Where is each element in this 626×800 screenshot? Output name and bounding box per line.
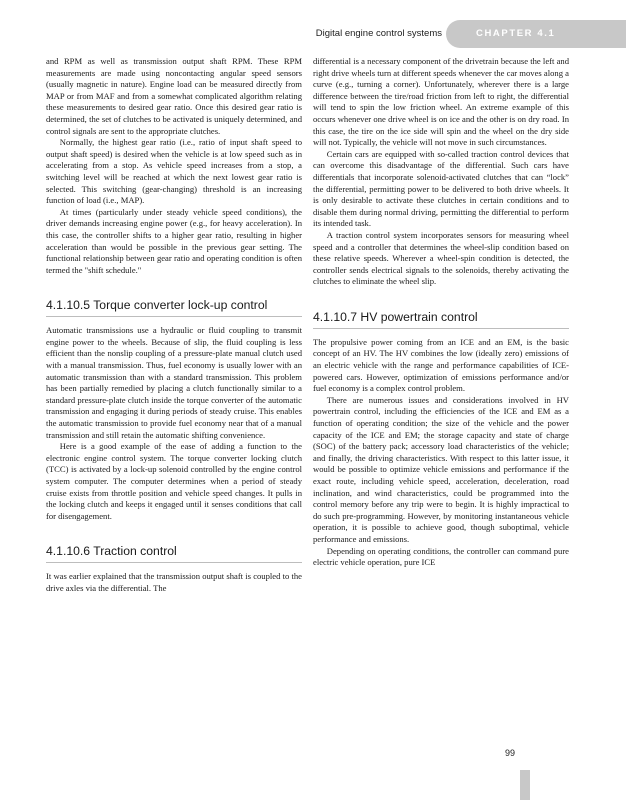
page-number: 99: [505, 748, 516, 758]
paragraph: Certain cars are equipped with so-called traction control devices that can overcome this disadvantage of the differential. Such cars have differentials that incorporate solenoid-activated clutches that can “lock” the differential, permitting power to be delivered to both drive wheels. It is only desirable to activate these clutches in certain conditions and to disable them during normal driving, permitting the differential to perform its intended task.: [313, 148, 569, 229]
paragraph: There are numerous issues and considerations involved in HV powertrain control, including the efficiencies of the ICE and EM as a function of operating condition; the size of the vehicle and the power capacity of the ICE and EM; the storage capacity and state of charge (SOC) of the battery pack; accessory load characteristics of the vehicle; and finally, the driving characteristics. With respect to this latter issue, it would be possible to optimize vehicle emissions and performance if the exact route, including vehicle speed, acceleration, deceleration, road inclination, and wind characteristics, could be programmed into the control memory before any trip were to begin. It is highly impractical to do such pre-programming. However, by monitoring instantaneous vehicle operation, it is possible to achieve good, though suboptimal, vehicle performance and emissions.: [313, 394, 569, 544]
right-column: [313, 56, 569, 569]
running-header-title: Digital engine control systems: [315, 28, 442, 39]
paragraph: It was earlier explained that the transmission output shaft is coupled to the drive axles via the differential. The: [46, 571, 302, 593]
paragraph: Depending on operating conditions, the controller can command pure electric vehicle operation, pure ICE: [313, 545, 569, 568]
paragraph: and RPM as well as transmission output shaft RPM. These RPM measurements are made using noncontacting angular speed sensors (usually magnetic in nature). Engine load can be measured directly from MAP or from MAF and from a somewhat complicated algorithm relating these measurements to desired gear ratio. Once this desired gear ratio is determined, the set of clutches to be activated is uniquely determined, and control signals are sent to the appropriate clutches.: [46, 56, 302, 136]
paragraph: differential is a necessary component of the drivetrain because the left and right drive wheels turn at different speeds whenever the car moves along a curve (e.g., turning a corner). Unfortunately, wherever there is a large difference between the tire/road friction from left to right, the differential will tend to spin the low friction wheel. An extreme example of this occurs whenever one drive wheel is on ice and the other is on dry road. In this case, the tire on the ice side will spin and the wheel on the dry side will not. Typically, the vehicle will not move in such circumstances.: [313, 56, 569, 148]
section-heading-hv-powertrain: 4.1.10.7 HV powertrain control: [313, 310, 569, 329]
paragraph: At times (particularly under steady vehicle speed conditions), the driver demands increasing engine power (e.g., for heavy acceleration). In this case, the controller shifts to a higher gear ratio, resulting in higher acceleration than would be possible in the previous gear setting. The functional relationship between gear ratio and operating condition is often termed the "shift schedule.": [46, 206, 302, 275]
paragraph: Automatic transmissions use a hydraulic or fluid coupling to transmit engine power to the wheels. Because of slip, the fluid coupling is less efficient than the nonslip coupling of a pressure-plate manual clutch used with a manual transmission. Thus, fuel economy is usually lower with an automatic transmission than with a standard transmission. This problem has been partially remedied by placing a clutch functionally similar to a standard pressure-plate clutch inside the torque converter of the automatic transmission and engaging it during periods of steady cruise. This enables the automatic transmission to provide fuel economy near that of a manual transmission and still retain the automatic shifting convenience.: [46, 325, 302, 440]
page-edge-marker: [520, 770, 530, 800]
paragraph: Normally, the highest gear ratio (i.e., ratio of input shaft speed to output shaft speed) is desired when the vehicle is at low speed such as in accelerating from a stop. As vehicle speed increases from a stop, a switching level will be reached at which the next lowest gear ratio is selected. This switching (gear-changing) threshold is an increasing function of load (i.e., MAP).: [46, 137, 302, 206]
section-heading-traction-control: 4.1.10.6 Traction control: [46, 544, 302, 563]
paragraph: A traction control system incorporates sensors for measuring wheel speed and a controller that determines the wheel-slip condition based on these relative speeds. Wherever a wheel-spin condition is detected, the controller sends electrical signals to the solenoids, thereby activating the clutches to eliminate the wheel slip.: [313, 229, 569, 287]
paragraph: Here is a good example of the ease of adding a function to the electronic engine control system. The torque converter locking clutch (TCC) is activated by a lock-up solenoid controlled by the engine control system computer. The computer determines when a period of steady cruise exists from throttle position and vehicle speed changes. It pulls in the locking clutch and keeps it engaged until it senses conditions that call for disengagement.: [46, 441, 302, 521]
chapter-label: CHAPTER 4.1: [460, 20, 626, 48]
section-heading-torque-converter: 4.1.10.5 Torque converter lock-up control: [46, 298, 302, 317]
left-column: [46, 56, 302, 595]
paragraph: The propulsive power coming from an ICE and an EM, is the basic concept of an HV. The HV combines the low (ideally zero) emissions of an electric vehicle with the range and performance capabilities of ICE-powered cars. However, optimization of emissions performance and/or fuel economy is a complex control problem.: [313, 336, 569, 394]
